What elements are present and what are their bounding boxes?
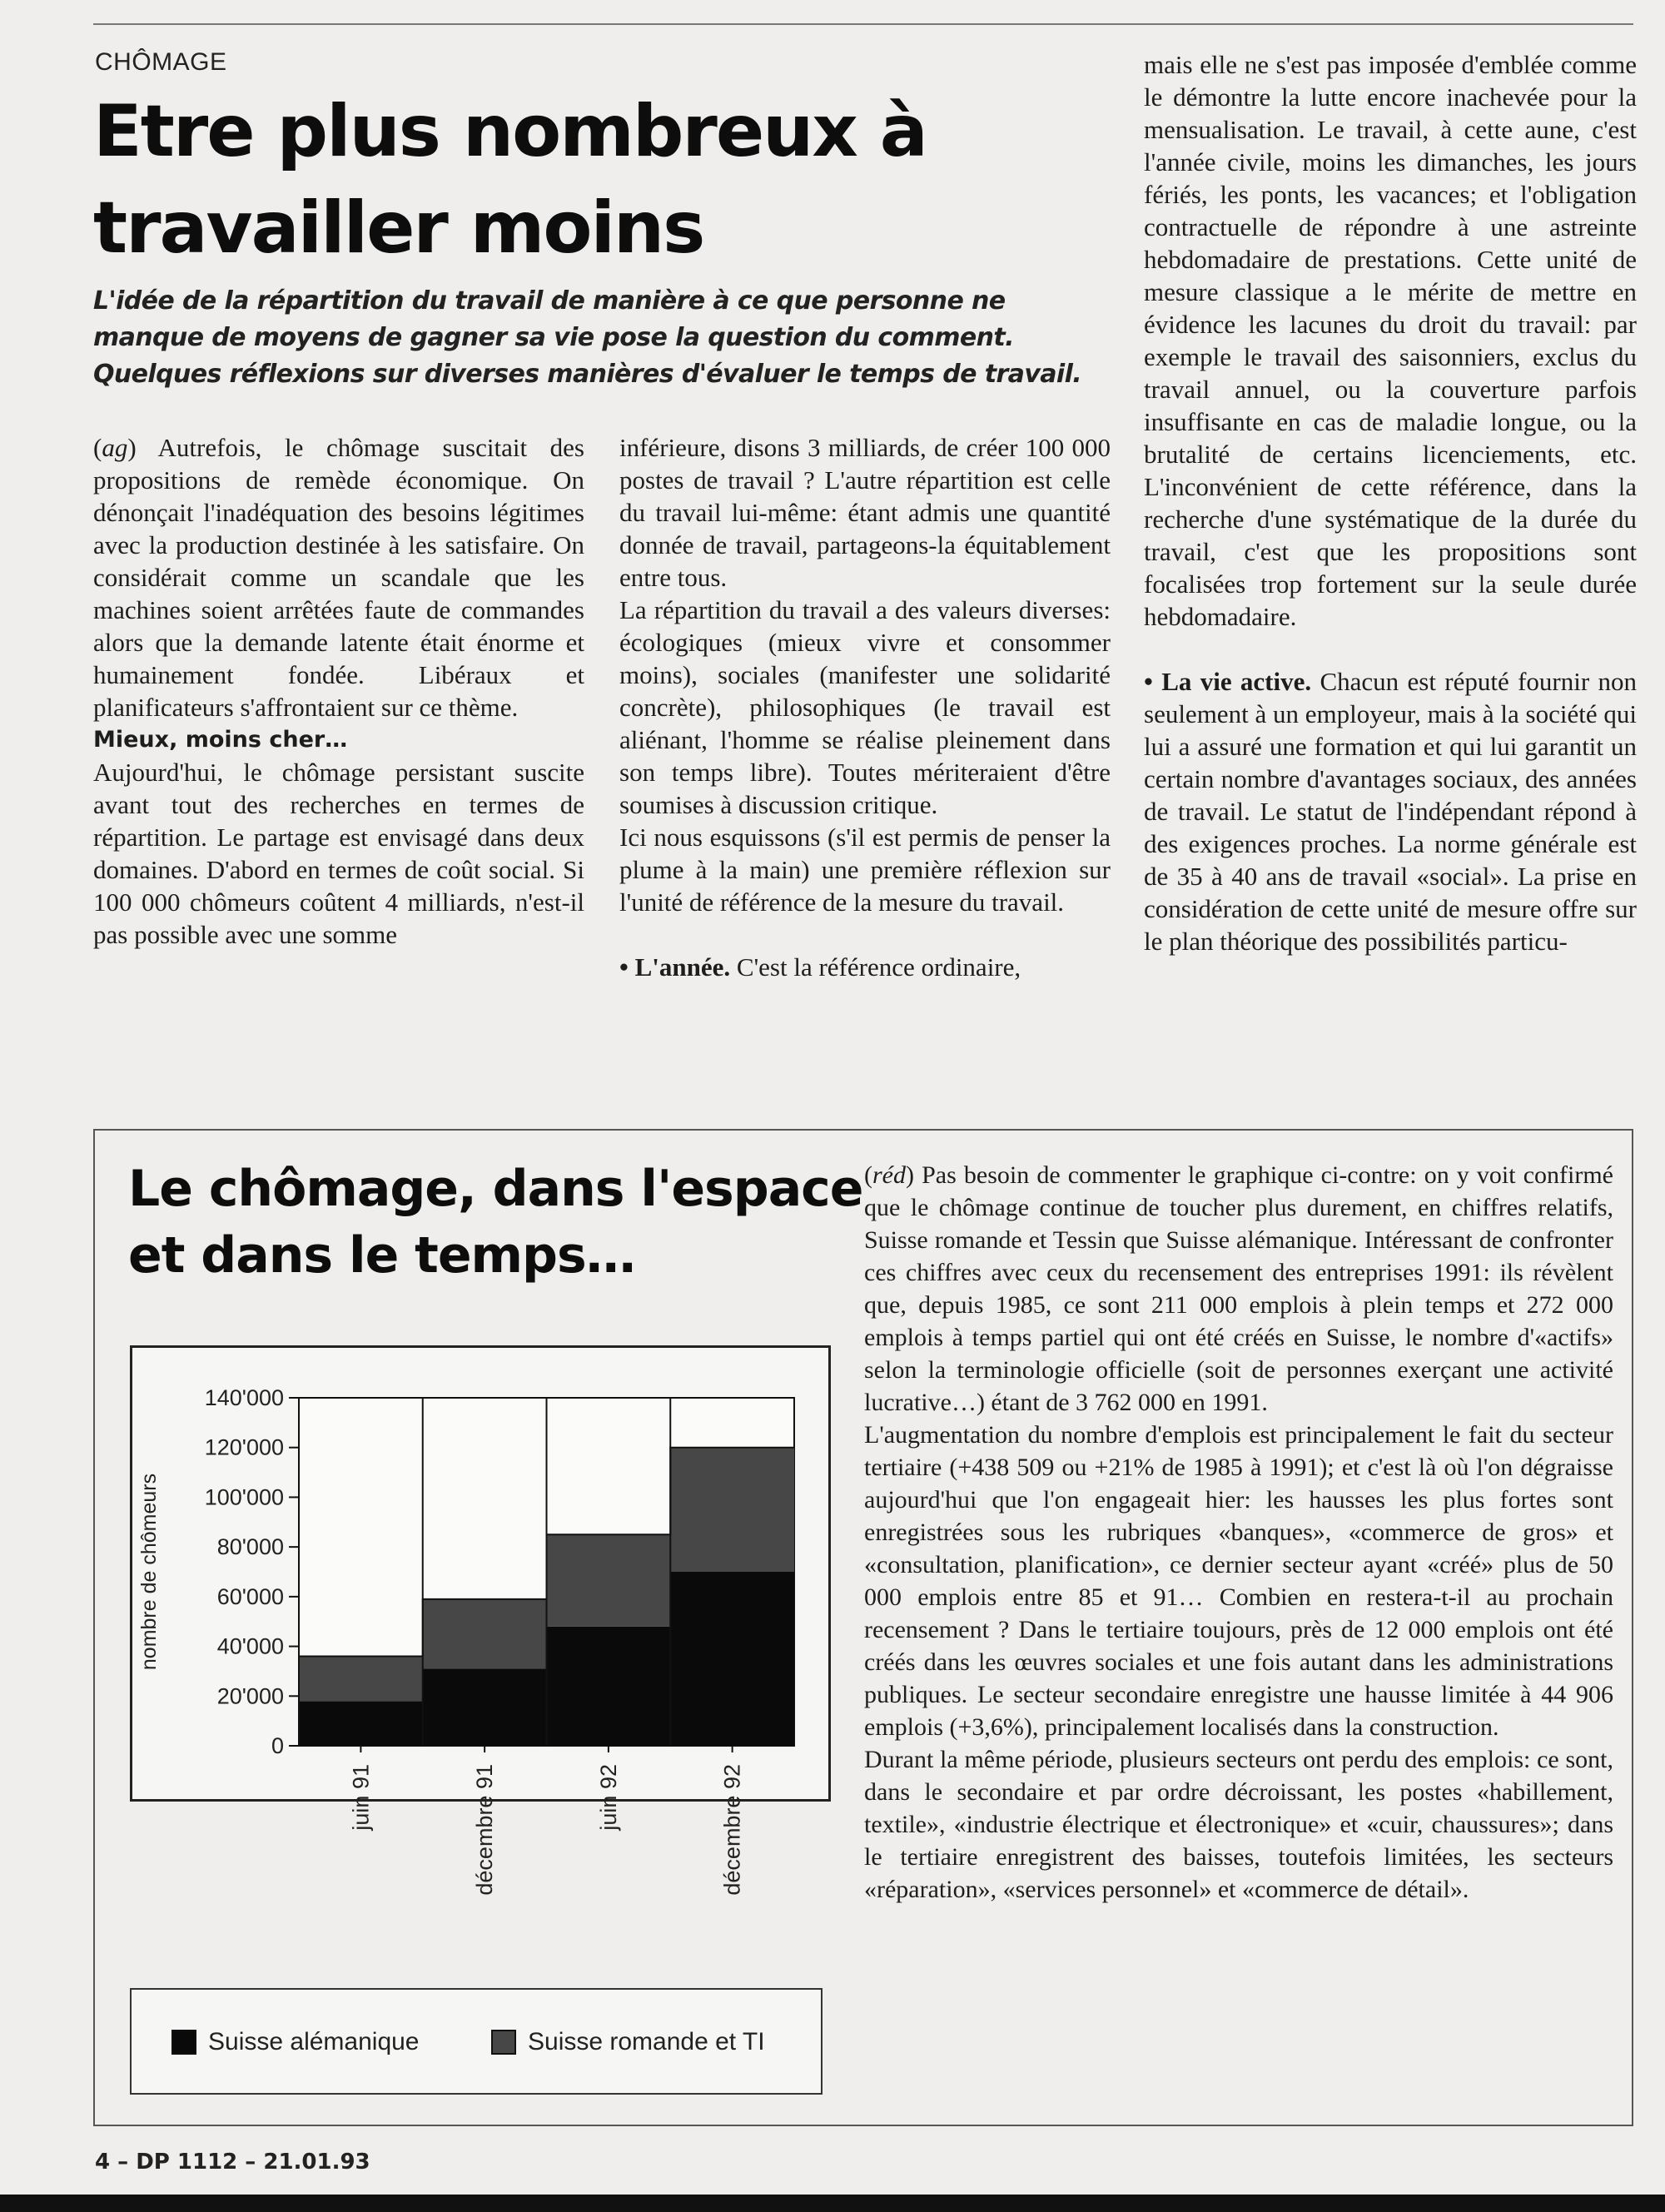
legend-item-alemanique: [171, 2028, 420, 2056]
author-initials: ag: [102, 433, 128, 462]
article-column-1: [93, 431, 584, 951]
y-tick-label: 80'000: [216, 1534, 284, 1560]
bottom-edge: [0, 2195, 1665, 2212]
headline-line-2: travailler moins: [93, 186, 704, 270]
x-tick-label: juin 92: [595, 1764, 621, 1831]
section-lead: • La vie active.: [1144, 667, 1312, 696]
paragraph: mais elle ne s'est pas imposée d'emblée comme le démontre la lutte encore inachevée pour la mensualisation. Le travail, à cette aune, c'est l'année civile, moins les dimanches, les jours fériés, les ponts, les vacances; et l'obligation contractuelle de répondre à une astreinte hebdomadaire de prestations. Cette unité de mesure classique a le mérite de mettre en évidence les lacunes du droit du travail: par exemple le travail des saisonniers, exclus du travail annuel, ou la couverture parfois insuffisante en cas de maladie longue, ou la brutalité de certains licenciements, etc. L'inconvénient de cette référence, dans la recherche d'une systématique de la durée du travail, c'est que les propositions sont focalisées trop fortement sur la seule durée hebdomadaire.: [1144, 50, 1637, 631]
legend-item-romande: [491, 2028, 765, 2056]
legend-swatch-romande: [491, 2030, 516, 2055]
area-step-romande: [547, 1534, 671, 1626]
chart-legend: [130, 1988, 823, 2095]
paragraph: L'augmentation du nombre d'emplois est principalement le fait du secteur tertiaire (+438 509 ou +21% de 1985 à 1991); et c'est là où l'on dégraisse aujourd'hui que l'on engageait hier: les hausses les plus fortes sont enregistrées sous les rubriques «banques», «commerce de gros» et «consultation, planification», ce dernier secteur ayant «créé» plus de 50 000 emplois entre 85 et 91… Combien en restera-t-il au prochain recensement ? Dans le tertiaire toujours, près de 12 000 emplois ont été créés dans les œuvres sociales et une fois autant dans les administrations publiques. Le secteur secondaire enregistre une hausse limitée à 44 906 emplois (+3,6%), principalement localisés dans la construction.: [864, 1421, 1613, 1741]
paragraph: inférieure, disons 3 milliards, de créer 100 000 postes de travail ? L'autre répartition est celle du travail lui-même: étant admis une quantité donnée de travail, partageons-la équitablement entre tous.: [619, 433, 1111, 592]
y-tick-label: 120'000: [204, 1434, 284, 1460]
paragraph: [864, 1159, 1613, 1419]
paragraph-text: ) Autrefois, le chômage suscitait des propositions de remède économique. On dénonçait l'inadéquation des besoins légitimes avec la production destinée à les satisfaire. On considérait comme un scandale que les machines soient arrêtées faute de commandes alors que la demande latente était énorme et humainement fondée. Libéraux et planificateurs s'affrontaient sur ce thème.: [93, 433, 584, 722]
sidebar-box: [93, 1129, 1633, 2126]
y-tick-label: 40'000: [216, 1633, 284, 1659]
page-footer: 4 – DP 1112 – 21.01.93: [95, 2150, 370, 2175]
author-initials: réd: [872, 1161, 906, 1189]
y-tick-label: 0: [271, 1733, 284, 1758]
y-tick-label: 100'000: [204, 1484, 284, 1510]
subheading: Mieux, moins cher…: [93, 727, 348, 753]
rubric: CHÔMAGE: [95, 48, 227, 76]
article-column-2: [619, 431, 1111, 983]
box-title-line-2: et dans le temps…: [128, 1226, 635, 1285]
y-tick-label: 20'000: [216, 1683, 284, 1709]
paragraph: [1144, 665, 1637, 957]
article-column-3: [1144, 48, 1637, 957]
headline-line-1: Etre plus nombreux à: [93, 90, 927, 173]
top-rule: [93, 23, 1633, 25]
paragraph-prefix: (: [93, 433, 102, 462]
paragraph-text: C'est la référence ordinaire,: [730, 952, 1021, 982]
x-tick-label: décembre 92: [719, 1764, 745, 1896]
chart-frame: [130, 1345, 831, 1896]
area-step-romande: [670, 1448, 794, 1572]
area-step-romande: [423, 1599, 547, 1669]
headline: [93, 83, 1092, 276]
paragraph: Durant la même période, plusieurs secteurs ont perdu des emplois: ce sont, dans le secondaire et par ordre décroissant, les postes «habillement, textile», «industrie électrique et électronique» et «cuir, chaussures»; dans le tertiaire enregistrent des baisses, toutefois limitées, les secteurs «réparation», «services personnel» et «commerce de détail».: [864, 1746, 1613, 1903]
section-lead: • L'année.: [619, 952, 731, 982]
area-step-alemanique: [670, 1572, 794, 1746]
x-tick-label: juin 91: [348, 1764, 374, 1831]
legend-swatch-alemanique: [171, 2030, 196, 2055]
box-text: [864, 1159, 1613, 1906]
y-tick-label: 60'000: [216, 1583, 284, 1609]
paragraph: Aujourd'hui, le chômage persistant suscite avant tout des recherches en termes de répartition. Le partage est envisagé dans deux domaines. D'abord en termes de coût social. Si 100 000 chômeurs coûtent 4 milliards, n'est-il pas possible avec une somme: [93, 758, 584, 949]
area-step-alemanique: [423, 1668, 547, 1746]
box-title: [128, 1156, 894, 1289]
paragraph-text: ) Pas besoin de commenter le graphique ci-contre: on y voit confirmé que le chômage continue de toucher plus durement, en chiffres relatifs, Suisse romande et Tessin que Suisse alémanique. Intéressant de confronter ces chiffres avec ceux du recensement des entreprises 1991: ils révèlent que, depuis 1985, ce sont 211 000 emplois à plein temps et 272 000 emplois à temps partiel qui ont été créés en Suisse, le nombre d'«actifs» selon la terminologie officielle (soit de personnes exerçant une activité lucrative…) étant de 3 762 000 en 1991.: [864, 1161, 1613, 1416]
area-step-romande: [299, 1657, 423, 1702]
box-title-line-1: Le chômage, dans l'espace: [128, 1160, 863, 1218]
paragraph: La répartition du travail a des valeurs diverses: écologiques (mieux vivre et consommer moins), sociales (manifester une solidarité concrète), philosophiques (le travail est aliénant, l'homme se réalise pleinement dans son temps libre). Toutes mériteraient d'être soumises à discussion critique.: [619, 595, 1111, 819]
y-tick-label: 140'000: [204, 1385, 284, 1410]
paragraph: [619, 951, 1111, 983]
legend-label: Suisse romande et TI: [528, 2028, 765, 2055]
paragraph: [93, 431, 584, 723]
paragraph: Ici nous esquissons (s'il est permis de penser la plume à la main) une première réflexion sur l'unité de référence de la mesure du travail.: [619, 823, 1111, 917]
lede: L'idée de la répartition du travail de manière à ce que personne ne manque de moyens de gagner sa vie pose la question du comment. Quelques réflexions sur diverses manières d'évaluer le temps de travail.: [93, 286, 1082, 389]
unemployment-chart: [132, 1348, 828, 1896]
paragraph-prefix: (: [864, 1161, 872, 1189]
legend-label: Suisse alémanique: [208, 2028, 420, 2055]
area-step-alemanique: [547, 1627, 671, 1746]
x-tick-label: décembre 91: [472, 1764, 498, 1896]
y-axis-title: nombre de chômeurs: [137, 1473, 161, 1671]
paragraph-text: Chacun est réputé fournir non seulement à un employeur, mais à la société qui lui a assuré une formation et qui lui garantit un certain nombre d'avantages sociaux, des années de travail. Le statut de l'indépendant répond à des exigences proches. La norme générale est de 35 à 40 ans de travail «social». La prise en considération de cette unité de mesure offre sur le plan théorique des possibilités particu-: [1144, 667, 1638, 956]
area-step-alemanique: [299, 1701, 423, 1746]
